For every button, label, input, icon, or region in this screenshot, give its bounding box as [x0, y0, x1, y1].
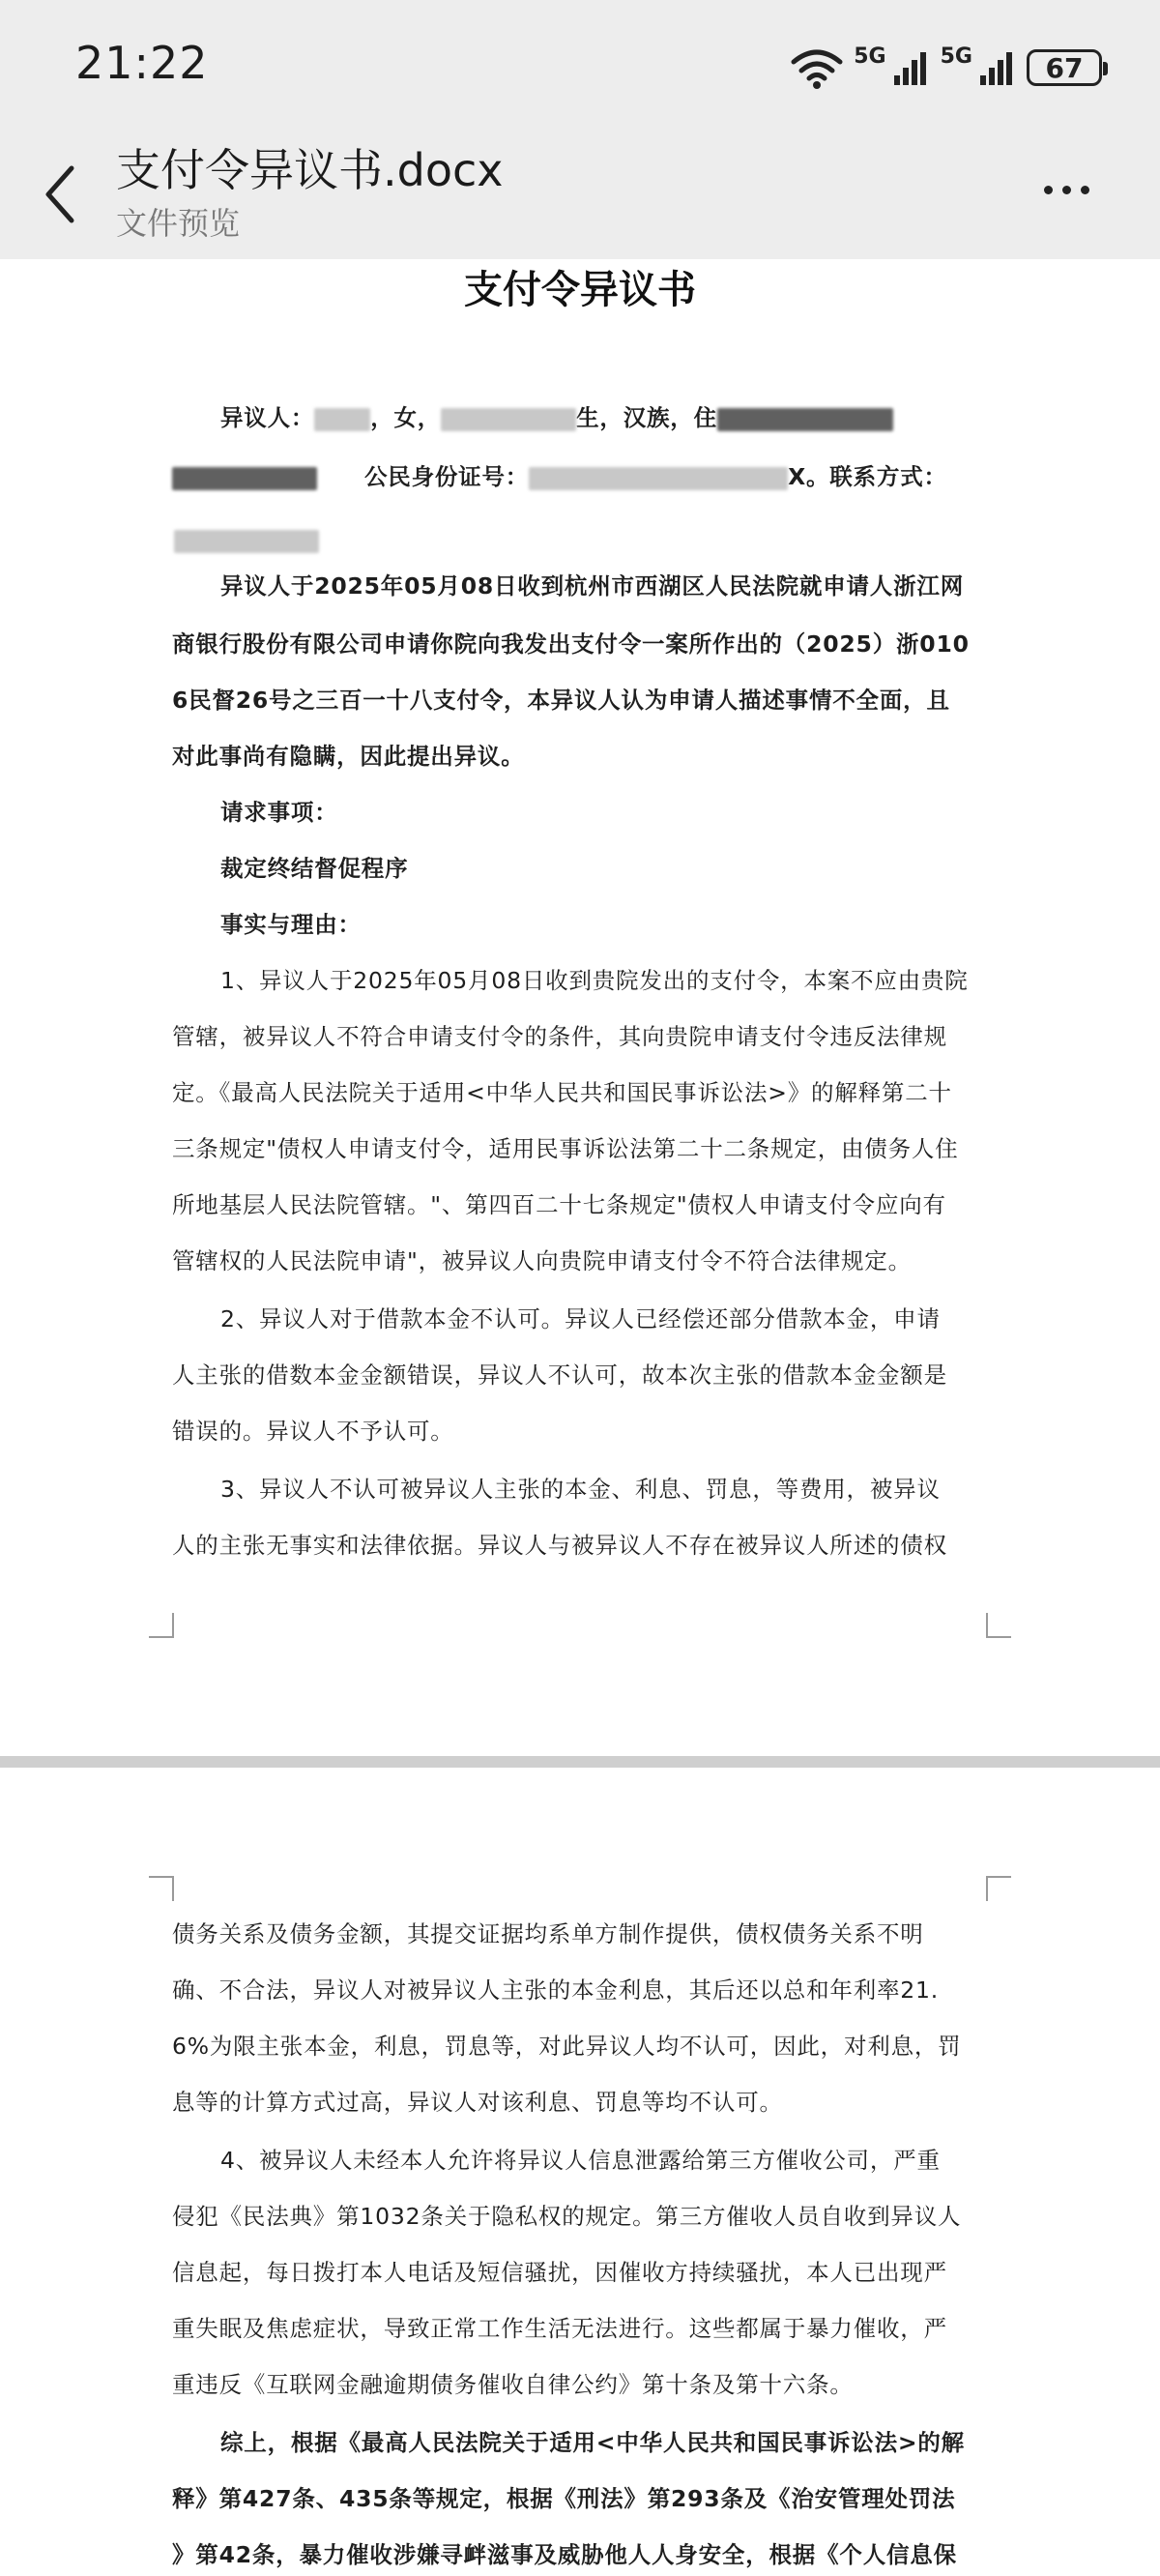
redacted-address	[717, 408, 893, 431]
paragraph-line: 管辖权的人民法院申请"，被异议人向贵院申请支付令不符合法律规定。	[172, 1247, 912, 1274]
paragraph-line: 1、异议人于2025年05月08日收到贵院发出的支付令，本案不应由贵院	[220, 967, 969, 994]
page-corner-mark	[986, 1613, 1011, 1638]
request-item: 裁定终结督促程序	[220, 855, 409, 882]
paragraph-line: 债务关系及债务金额，其提交证据均系单方制作提供，债权债务关系不明	[172, 1920, 924, 1947]
paragraph-line: 人的主张无事实和法律依据。异议人与被异议人不存在被异议人所述的债权	[172, 1532, 947, 1559]
status-bar	[0, 0, 1160, 135]
paragraph-line: 人主张的借数本金金额错误，异议人不认可，故本次主张的借款本金金额是	[172, 1361, 947, 1389]
redacted-address-2	[172, 467, 317, 490]
applicant-line-2: 公民身份证号： X。联系方式：	[172, 457, 986, 496]
page-corner-mark	[149, 1613, 174, 1638]
page-corner-mark	[986, 1876, 1011, 1901]
file-title: 支付令异议书.docx	[116, 144, 504, 196]
paragraph-line: 定。《最高人民法院关于适用<中华人民共和国民事诉讼法>》的解释第二十	[172, 1079, 952, 1106]
paragraph-line: 2、异议人对于借款本金不认可。异议人已经偿还部分借款本金，申请	[220, 1305, 941, 1332]
paragraph-line: 错误的。异议人不予认可。	[172, 1418, 454, 1445]
paragraph-line: 6%为限主张本金，利息，罚息等，对此异议人均不认可，因此，对利息，罚	[172, 2033, 962, 2060]
page-corner-mark	[149, 1876, 174, 1901]
battery-indicator: 67	[1027, 49, 1102, 86]
paragraph-line: 3、异议人不认可被异议人主张的本金、利息、罚息，等费用，被异议	[220, 1476, 941, 1503]
request-heading: 请求事项：	[220, 799, 338, 826]
paragraph-line: 异议人于2025年05月08日收到杭州市西湖区人民法院就申请人浙江网	[220, 572, 965, 600]
paragraph-line: 所地基层人民法院管辖。"、第四百二十七条规定"债权人申请支付令应向有	[172, 1191, 946, 1218]
wifi-icon	[790, 46, 844, 89]
file-subtitle: 文件预览	[116, 205, 241, 242]
redacted-name	[314, 408, 370, 431]
paragraph-line: 三条规定"债权人申请支付令，适用民事诉讼法第二十二条规定，由债务人住	[172, 1135, 959, 1162]
title-bar	[0, 135, 1160, 259]
more-options-icon[interactable]	[1044, 170, 1112, 209]
paragraph-line: 确、不合法，异议人对被异议人主张的本金利息，其后还以总和年利率21.	[172, 1976, 940, 2004]
paragraph-line: 信息起，每日拨打本人电话及短信骚扰，因催收方持续骚扰，本人已出现严	[172, 2259, 947, 2286]
document-page-2	[0, 1768, 1160, 2576]
status-time: 21:22	[75, 37, 209, 89]
signal-icon-1	[892, 48, 931, 87]
status-icons	[790, 39, 1102, 97]
paragraph-line: 管辖，被异议人不符合申请支付令的条件，其向贵院申请支付令违反法律规	[172, 1023, 947, 1050]
page-separator	[0, 1756, 1160, 1768]
paragraph-line: 重失眠及焦虑症状，导致正常工作生活无法进行。这些都属于暴力催收，严	[172, 2315, 947, 2342]
redacted-contact	[174, 530, 319, 553]
paragraph-line: 释》第427条、435条等规定，根据《刑法》第293条及《治安管理处罚法	[172, 2485, 956, 2512]
facts-heading: 事实与理由：	[220, 911, 362, 938]
paragraph-line: 对此事尚有隐瞒，因此提出异议。	[172, 743, 525, 770]
redacted-phone	[174, 520, 988, 559]
paragraph-line: 6民督26号之三百一十八支付令，本异议人认为申请人描述事情不全面，且	[172, 687, 950, 714]
paragraph-line: 侵犯《民法典》第1032条关于隐私权的规定。第三方催收人员自收到异议人	[172, 2203, 962, 2230]
document-heading: 支付令异议书	[464, 268, 696, 312]
paragraph-line: 综上，根据《最高人民法院关于适用<中华人民共和国民事诉讼法>的解	[220, 2429, 965, 2456]
redacted-birth	[441, 408, 576, 431]
network-label-2: 5G	[940, 44, 972, 69]
document-page-1	[0, 259, 1160, 1756]
paragraph-line: 商银行股份有限公司申请你院向我发出支付令一案所作出的（2025）浙010	[172, 630, 970, 658]
back-arrow-icon[interactable]	[37, 161, 85, 228]
paragraph-line: 4、被异议人未经本人允许将异议人信息泄露给第三方催收公司，严重	[220, 2147, 941, 2174]
applicant-line-1: 异议人： ，女， 生，汉族，住	[220, 398, 1034, 437]
network-label-1: 5G	[854, 44, 886, 69]
paragraph-line: 重违反《互联网金融逾期债务催收自律公约》第十条及第十六条。	[172, 2371, 854, 2398]
redacted-id-number	[529, 467, 788, 490]
paragraph-line: 息等的计算方式过高，异议人对该利息、罚息等均不认可。	[172, 2089, 783, 2116]
paragraph-line: 》第42条，暴力催收涉嫌寻衅滋事及威胁他人人身安全，根据《个人信息保	[172, 2541, 957, 2568]
signal-icon-2	[978, 48, 1017, 87]
